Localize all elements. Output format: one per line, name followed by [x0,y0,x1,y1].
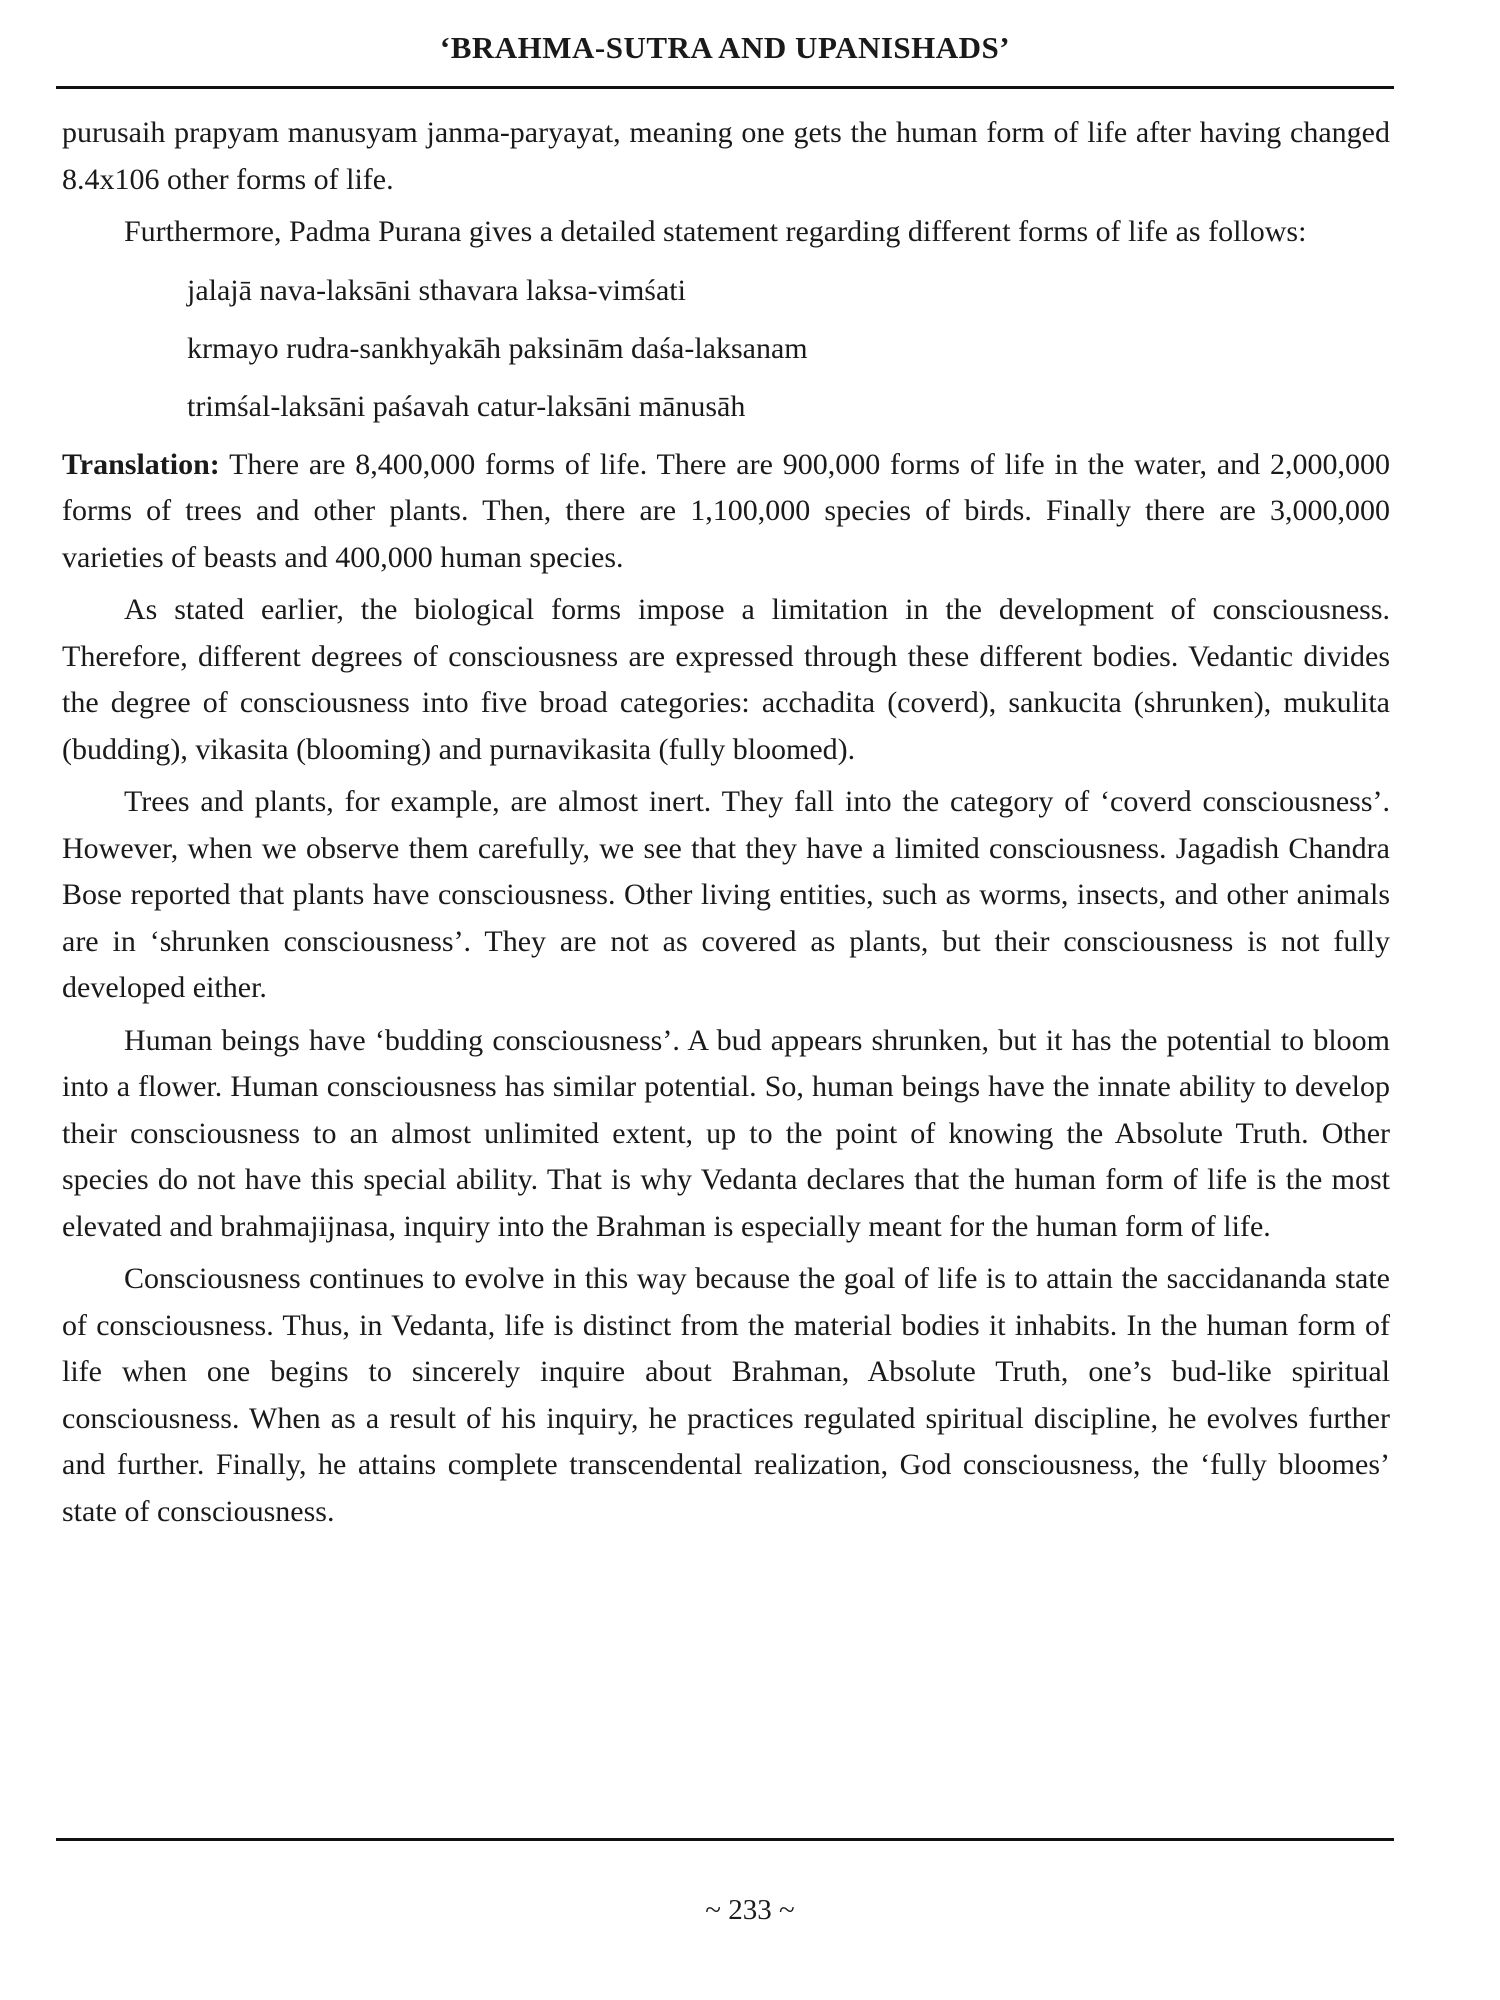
page-body [62,110,1390,1541]
translation-label: Translation: [62,447,220,481]
paragraph-4: Trees and plants, for example, are almost inert. They fall into the category of ‘coverd consciousness’. However, when we observe them carefully, we see that they have a limited consciousness. Jagadish Chandra Bose reported that plants have consciousness. Other living entities, such as worms, insects, and other animals are in ‘shrunken consciousness’. They are not as covered as plants, but their consciousness is not fully developed either. [62,785,1390,1004]
paragraph-1: purusaih prapyam manusyam janma-paryayat, meaning one gets the human form of life after having changed 8.4x106 other forms of life. [62,116,1390,196]
paragraph-2: Furthermore, Padma Purana gives a detailed statement regarding different forms of life as follows: [124,215,1307,248]
page-number: ~ 233 ~ [705,1894,795,1926]
verse-line-1: jalajā nava-laksāni sthavara laksa-vimśati [187,273,686,307]
paragraph-6: Consciousness continues to evolve in this way because the goal of life is to attain the saccidananda state of consciousness. Thus, in Vedanta, life is distinct from the material bodies it inhabits. In the human form of life when one begins to sincerely inquire about Brahman, Absolute Truth, one’s bud-like spiritual consciousness. When as a result of his inquiry, he practices regulated spiritual discipline, he evolves further and further. Finally, he attains complete transcendental realization, God consciousness, the ‘fully bloomes’ state of consciousness. [62,1262,1390,1528]
paragraph-5: Human beings have ‘budding consciousness’. A bud appears shrunken, but it has the potential to bloom into a flower. Human consciousness has similar potential. So, human beings have the innate ability to develop their consciousness to an almost unlimited extent, up to the point of knowing the Absolute Truth. Other species do not have this special ability. That is why Vedanta declares that the human form of life is the most elevated and brahmajijnasa, inquiry into the Brahman is especially meant for the human form of life. [62,1023,1390,1243]
translation-text: There are 8,400,000 forms of life. There are 900,000 forms of life in the water, and 2,000,000 forms of trees and other plants. Then, there are 1,100,000 species of birds. Finally there are 3,000,000 varieties of beasts and 400,000 human species. [62,447,1390,574]
paragraph-3: As stated earlier, the biological forms impose a limitation in the development of consciousness. Therefore, different degrees of consciousness are expressed through these different bodies. Vedantic divides the degree of consciousness into five broad categories: acchadita (coverd), sankucita (shrunken), mukulita (budding), vikasita (blooming) and purnavikasita (fully bloomed). [62,593,1390,766]
footer-rule [56,1838,1394,1841]
header-rule [56,86,1394,89]
running-head: ‘BRAHMA-SUTRA AND UPANISHADS’ [439,30,1011,65]
translation-paragraph [62,442,1390,582]
verse-line-3: trimśal-laksāni paśavah catur-laksāni mānusāh [187,389,746,423]
verse-line-2: krmayo rudra-sankhyakāh paksinām daśa-laksanam [187,331,808,365]
sanskrit-verse [187,262,1390,436]
